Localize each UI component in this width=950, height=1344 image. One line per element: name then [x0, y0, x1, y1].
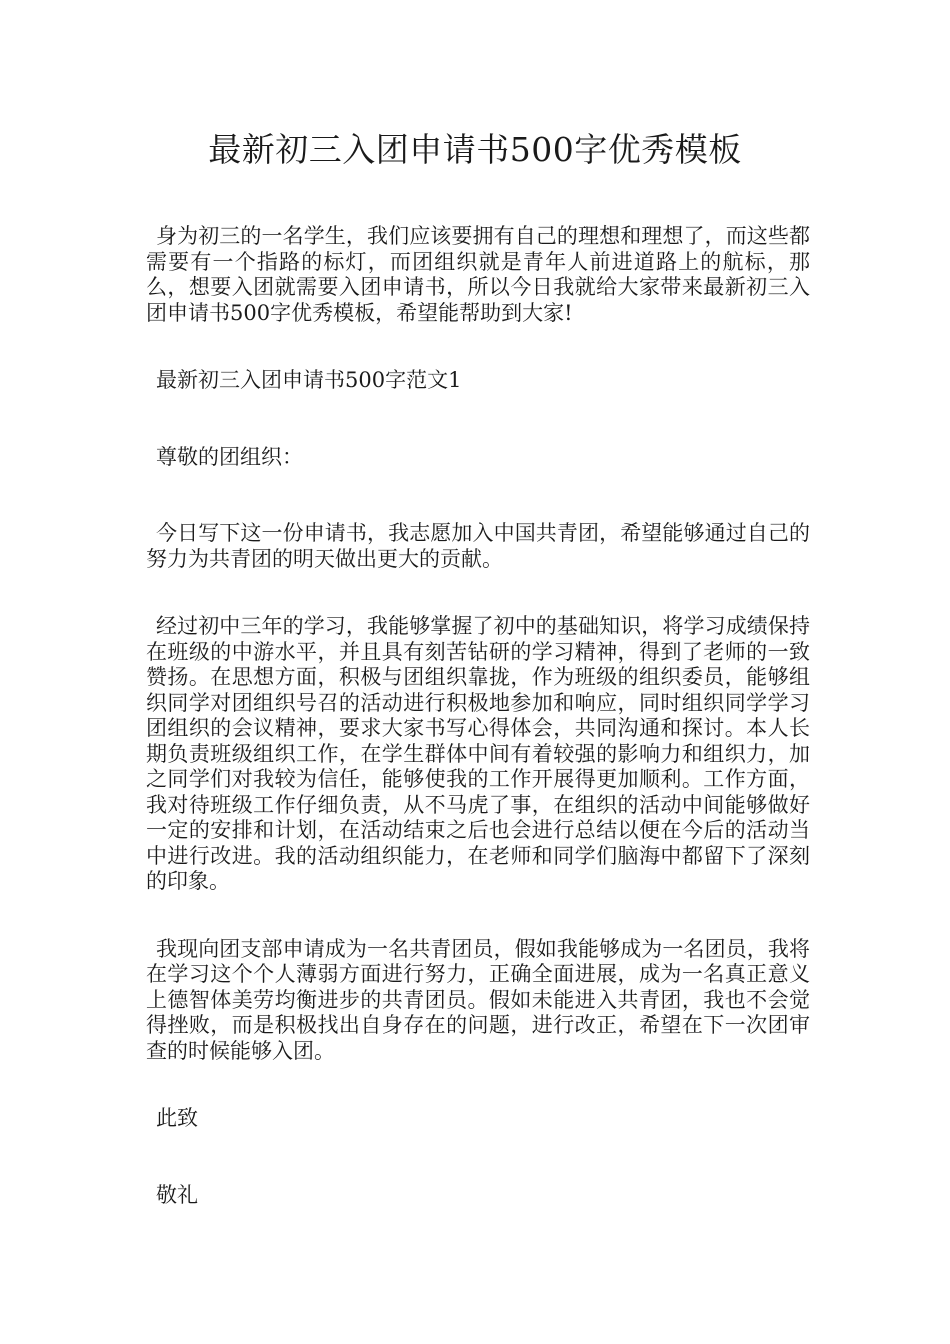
intro-paragraph: 身为初三的一名学生，我们应该要拥有自己的理想和理想了，而这些都需要有一个指路的标灯，而团组织就是青年人前进道路上的航标，那么，想要入团就需要入团申请书，所以今日我就给大家带来最新初三入团申请书500字优秀模板，希望能帮助到大家!	[146, 224, 810, 325]
document-body	[146, 224, 810, 1208]
body-paragraph-1: 今日写下这一份申请书，我志愿加入中国共青团，希望能够通过自己的努力为共青团的明天做出更大的贡献。	[146, 521, 810, 571]
salutation: 尊敬的团组织：	[156, 444, 303, 469]
closing-line-1: 此致	[156, 1106, 198, 1130]
section-subtitle: 最新初三入团申请书500字范文1	[156, 368, 462, 392]
closing-line-2: 敬礼	[156, 1182, 198, 1207]
body-paragraph-3: 我现向团支部申请成为一名共青团员，假如我能够成为一名团员，我将在学习这个个人薄弱方面进行努力，正确全面进展，成为一名真正意义上德智体美劳均衡进步的共青团员。假如未能进入共青团，我也不会觉得挫败，而是积极找出自身存在的问题，进行改正，希望在下一次团审查的时候能够入团。	[146, 936, 810, 1063]
document-title: 最新初三入团申请书500字优秀模板	[208, 130, 742, 169]
body-paragraph-2: 经过初中三年的学习，我能够掌握了初中的基础知识，将学习成绩保持在班级的中游水平，并且具有刻苦钻研的学习精神，得到了老师的一致赞扬。在思想方面，积极与团组织靠拢，作为班级的组织委员，能够组织同学对团组织号召的活动进行积极地参加和响应，同时组织同学学习团组织的会议精神，要求大家书写心得体会，共同沟通和探讨。本人长期负责班级组织工作，在学生群体中间有着较强的影响力和组织力，加之同学们对我较为信任，能够使我的工作开展得更加顺利。工作方面，我对待班级工作仔细负责，从不马虎了事，在组织的活动中间能够做好一定的安排和计划，在活动结束之后也会进行总结以便在今后的活动当中进行改进。我的活动组织能力，在老师和同学们脑海中都留下了深刻的印象。	[146, 614, 810, 893]
